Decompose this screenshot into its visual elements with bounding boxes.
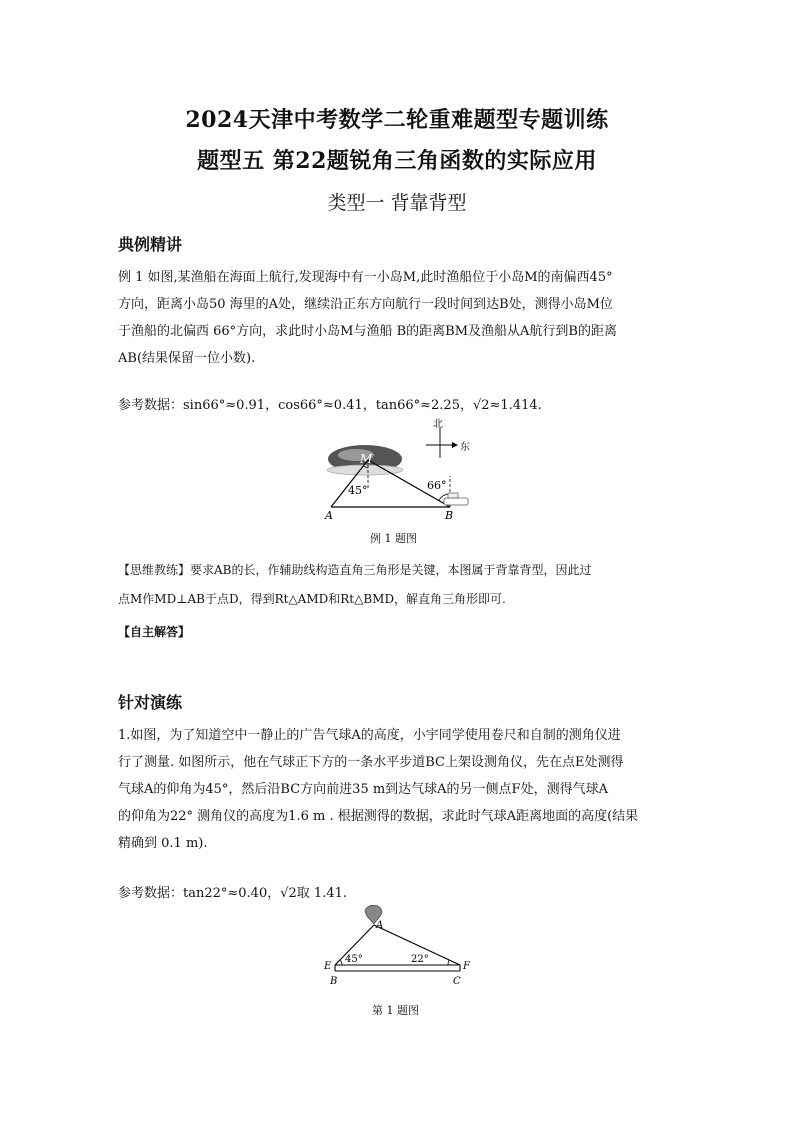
practice-figure-caption: 第 1 题图 [372,1004,419,1017]
self-answer-label: 【自主解答】 [118,625,191,639]
example-figure-caption: 例 1 题图 [370,532,417,545]
angle-label-B: 66° [427,479,447,492]
label-M: M [360,452,373,466]
example-line: 于渔船的北偏西 66°方向，求此时小岛M与渔船 B的距离BM及渔船从A航行到B的距离 [118,324,617,339]
practice-line: 1.如图，为了知道空中一静止的广告气球A的高度，小宇同学使用卷尺和自制的测角仪进 [118,728,621,743]
reference-data-line: 参考数据：tan22°≈0.40，√2取 1.41. [118,886,347,901]
reference-data-line: 参考数据：sin66°≈0.91，cos66°≈0.41，tan66°≈2.25，√2≈1.414. [118,398,542,413]
practice-line: 行了测量. 如图所示，他在气球正下方的一条水平步道BC上架设测角仪，先在点E处测得 [118,755,624,770]
practice-heading: 针对演练 [118,693,183,712]
example-line: 方向，距离小岛50 海里的A处，继续沿正东方向航行一段时间到达B处，测得小岛M位 [118,297,613,312]
compass-north-label: 北 [433,419,443,430]
hint-line: 点M作MD⊥AB于点D，得到Rt△AMD和Rt△BMD，解直角三角形即可. [118,592,506,606]
page-subtitle: 题型五 第22题锐角三角函数的实际应用 [197,148,597,174]
label-E: E [324,961,332,972]
example-problem [118,264,678,372]
boat-body [444,498,468,505]
page-title: 2024天津中考数学二轮重难题型专题训练 [185,107,609,133]
practice-figure [315,905,485,1000]
hint-line: 【思维教练】要求AB的长，作辅助线构造直角三角形是关键，本图属于背靠背型，因此过 [118,563,592,577]
compass-east-arrow [452,442,458,448]
practice-reference [118,880,678,907]
compass-east-label: 东 [460,442,470,453]
angle-label-A: 45° [348,484,368,497]
practice-problem [118,722,683,857]
label-B: B [445,509,454,522]
section-type-heading: 类型一 背靠背型 [327,192,467,214]
example-figure [300,410,500,525]
example-line: AB(结果保留一位小数). [118,351,256,366]
thinking-hint [118,556,683,614]
label-A: A [376,920,384,931]
label-F: F [463,961,470,972]
practice-line: 气球A的仰角为45°，然后沿BC方向前进35 m到达气球A的另一侧点F处，测得气球A [118,782,608,797]
angle-label-F: 22° [411,954,429,965]
angle-arc-E [340,960,342,965]
example-line: 例 1 如图,某渔船在海面上航行,发现海中有一小岛M,此时渔船位于小岛M的南偏西45° [118,270,613,285]
practice-line: 的仰角为22° 测角仪的高度为1.6 m . 根据测得的数据，求此时气球A距离地面的高度(结果 [118,809,639,824]
angle-arc-F [448,960,449,965]
angle-label-E: 45° [345,954,363,965]
label-A: A [325,509,333,522]
label-B: B [330,976,338,987]
label-C: C [453,976,461,987]
boat-cabin [448,493,458,498]
practice-line: 精确到 0.1 m). [118,836,208,851]
example-heading: 典例精讲 [118,235,183,254]
